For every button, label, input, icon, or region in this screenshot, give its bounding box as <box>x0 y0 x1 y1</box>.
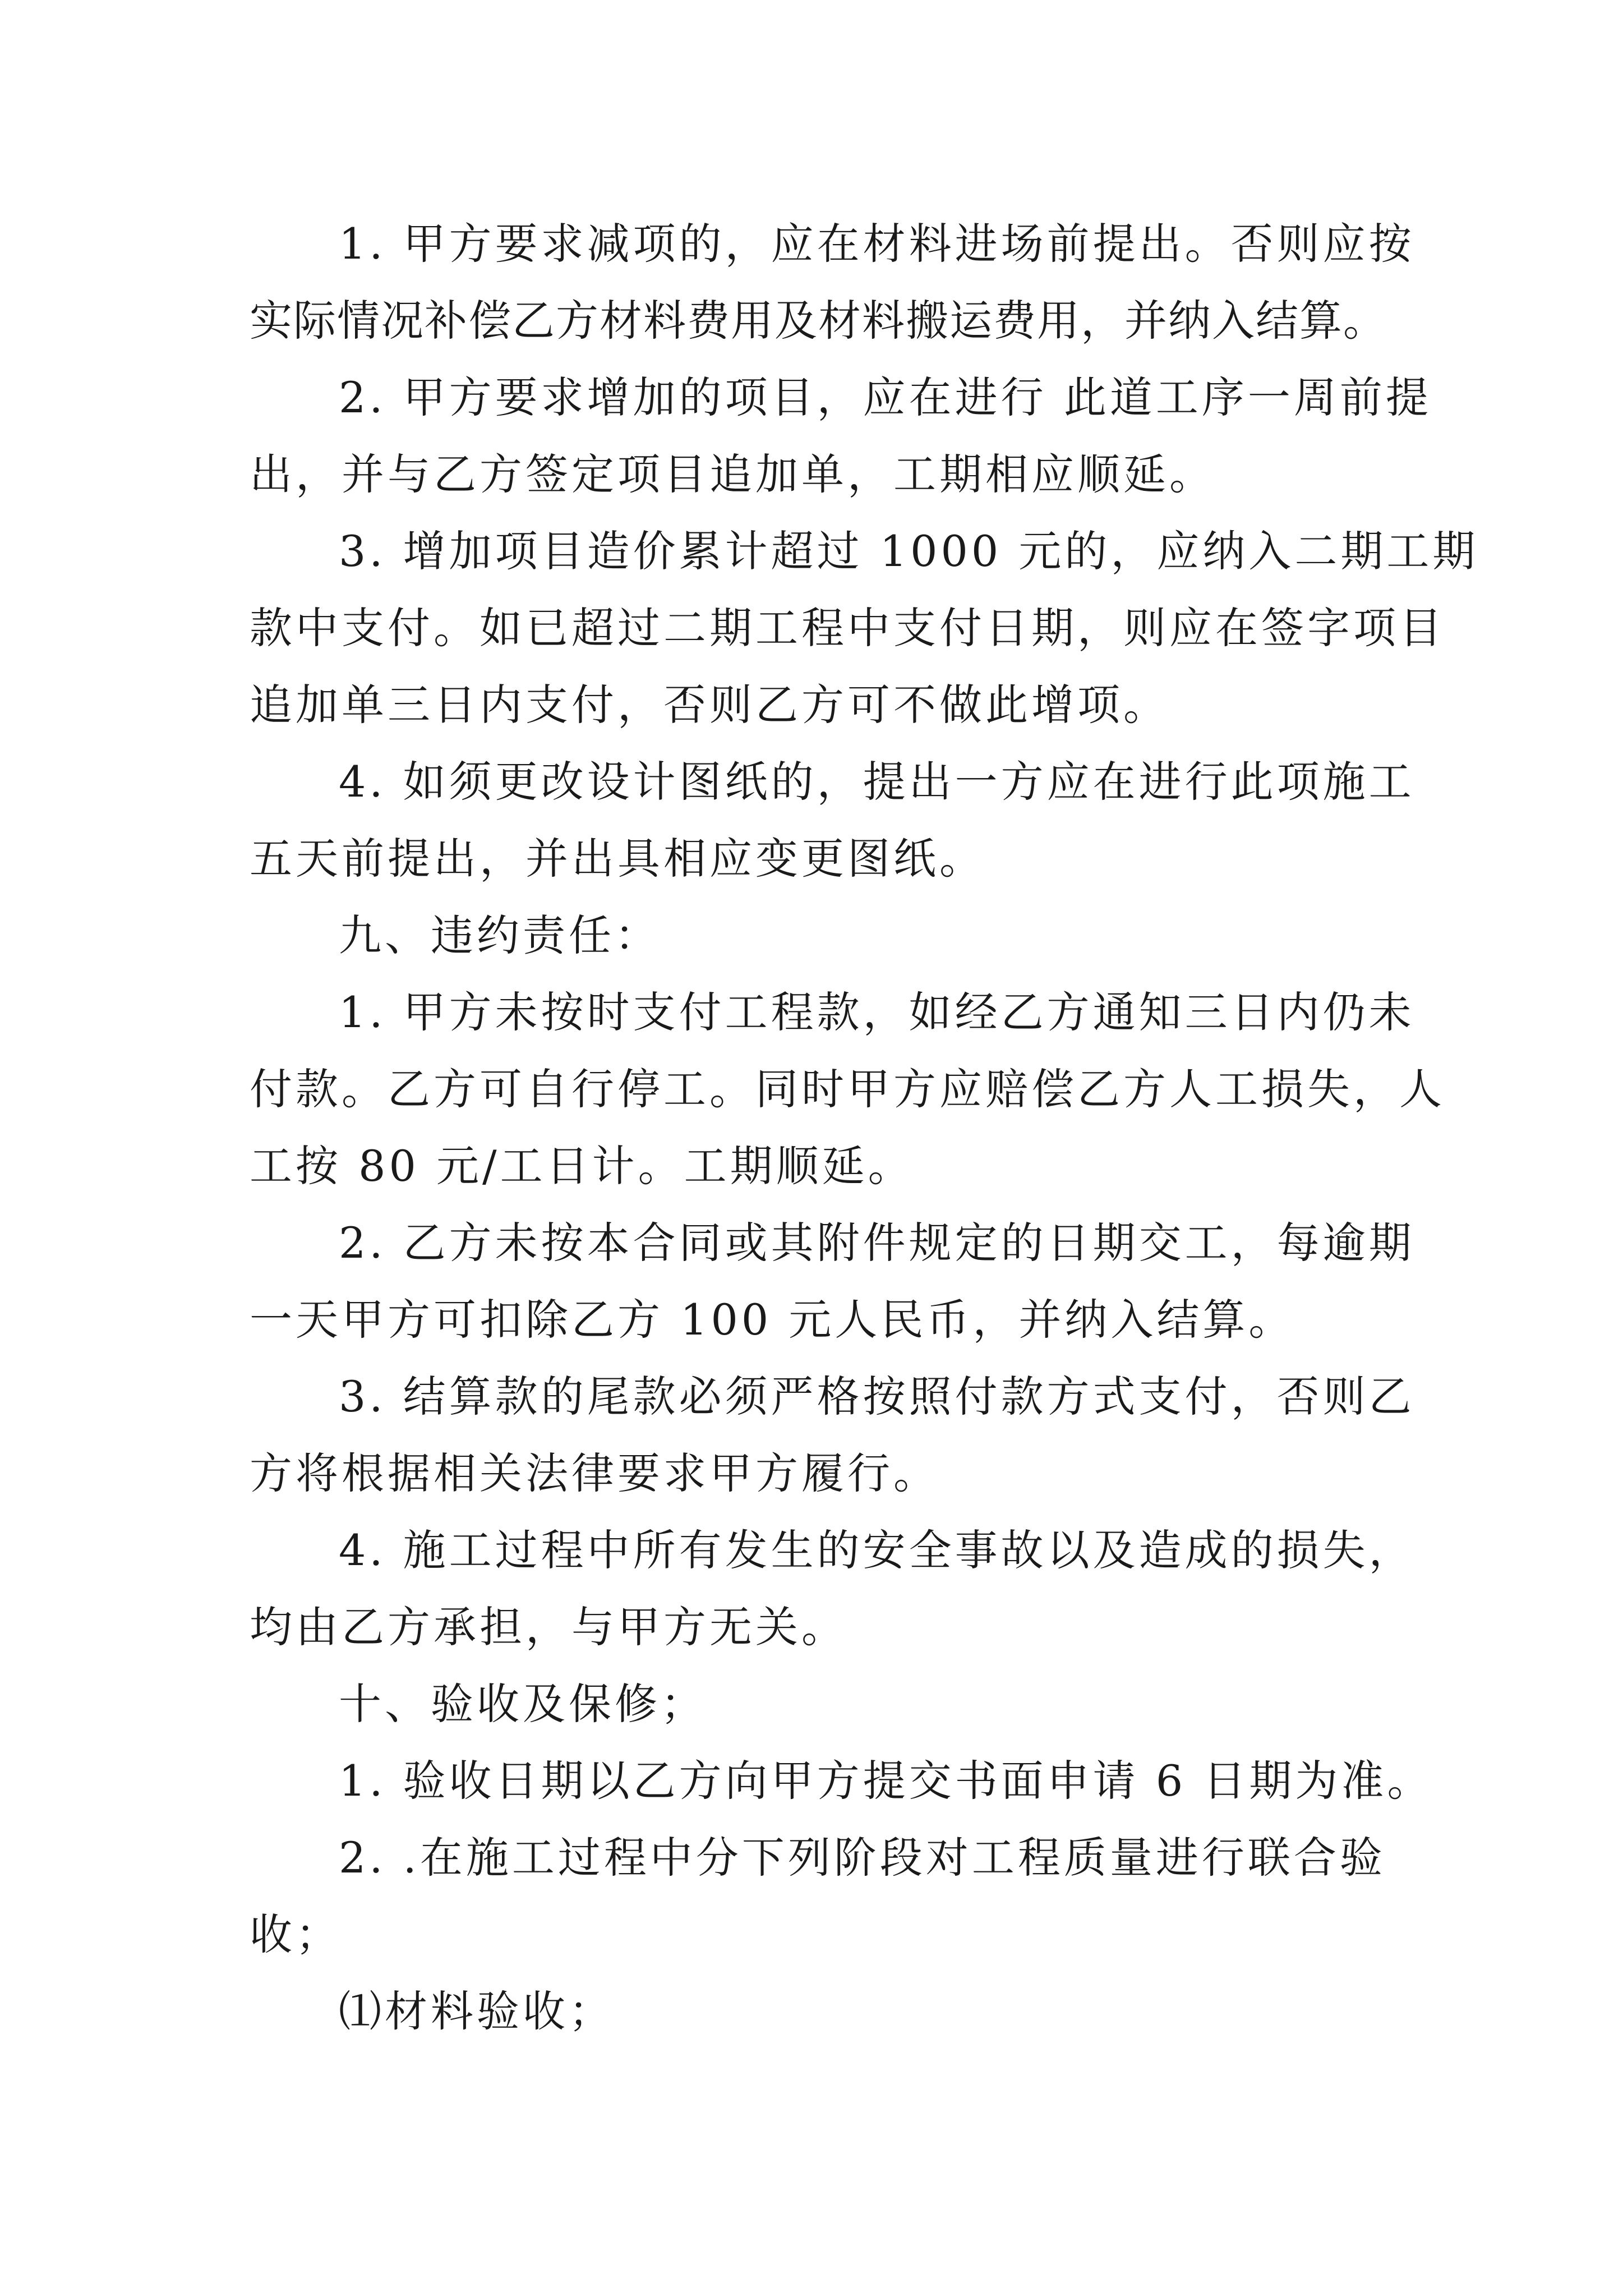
clause-9-1-line-2: 付款。乙方可自行停工。同时甲方应赔偿乙方人工损失，人 <box>250 1064 1445 1114</box>
clause-10-2-line-1: 2. .在施工过程中分下列阶段对工程质量进行联合验 <box>339 1833 1386 1883</box>
clause-8-2-line-2: 出，并与乙方签定项目追加单，工期相应顺延。 <box>250 449 1215 499</box>
clause-9-2-line-2: 一天甲方可扣除乙方 100 元人民币，并纳入结算。 <box>250 1295 1295 1345</box>
clause-8-3-line-2: 款中支付。如已超过二期工程中支付日期，则应在签字项目 <box>250 603 1445 653</box>
sub-item-material-acceptance: ⑴材料验收； <box>339 1986 615 2036</box>
clause-8-3-line-3: 追加单三日内支付，否则乙方可不做此增项。 <box>250 680 1169 730</box>
clause-9-2-line-1: 2. 乙方未按本合同或其附件规定的日期交工，每逾期 <box>339 1218 1415 1268</box>
clause-8-1-line-2: 实际情况补偿乙方材料费用及材料搬运费用，并纳入结算。 <box>250 296 1387 346</box>
clause-9-3-line-1: 3. 结算款的尾款必须严格按照付款方式支付，否则乙 <box>339 1372 1415 1421</box>
clause-8-4-line-2: 五天前提出，并出具相应变更图纸。 <box>250 834 985 884</box>
clause-10-1-line-1: 1. 验收日期以乙方向甲方提交书面申请 6 日期为准。 <box>339 1756 1433 1806</box>
clause-9-3-line-2: 方将根据相关法律要求甲方履行。 <box>250 1448 939 1498</box>
clause-9-1-line-1: 1. 甲方未按时支付工程款，如经乙方通知三日内仍未 <box>339 987 1415 1037</box>
clause-8-1-line-1: 1. 甲方要求减项的，应在材料进场前提出。否则应按 <box>339 219 1415 269</box>
clause-10-2-line-2: 收； <box>250 1910 342 1959</box>
section-heading-breach-liability: 九、违约责任： <box>339 910 661 960</box>
clause-9-4-line-1: 4. 施工过程中所有发生的安全事故以及造成的损失， <box>339 1525 1415 1575</box>
clause-9-1-line-3: 工按 80 元/工日计。工期顺延。 <box>250 1141 914 1191</box>
clause-8-2-line-1: 2. 甲方要求增加的项目，应在进行 此道工序一周前提 <box>339 372 1432 422</box>
clause-9-4-line-2: 均由乙方承担，与甲方无关。 <box>250 1602 847 1652</box>
clause-8-3-line-1: 3. 增加项目造价累计超过 1000 元的，应纳入二期工期 <box>339 526 1479 576</box>
clause-8-4-line-1: 4. 如须更改设计图纸的，提出一方应在进行此项施工 <box>339 757 1415 807</box>
section-heading-acceptance-warranty: 十、验收及保修； <box>339 1679 707 1729</box>
